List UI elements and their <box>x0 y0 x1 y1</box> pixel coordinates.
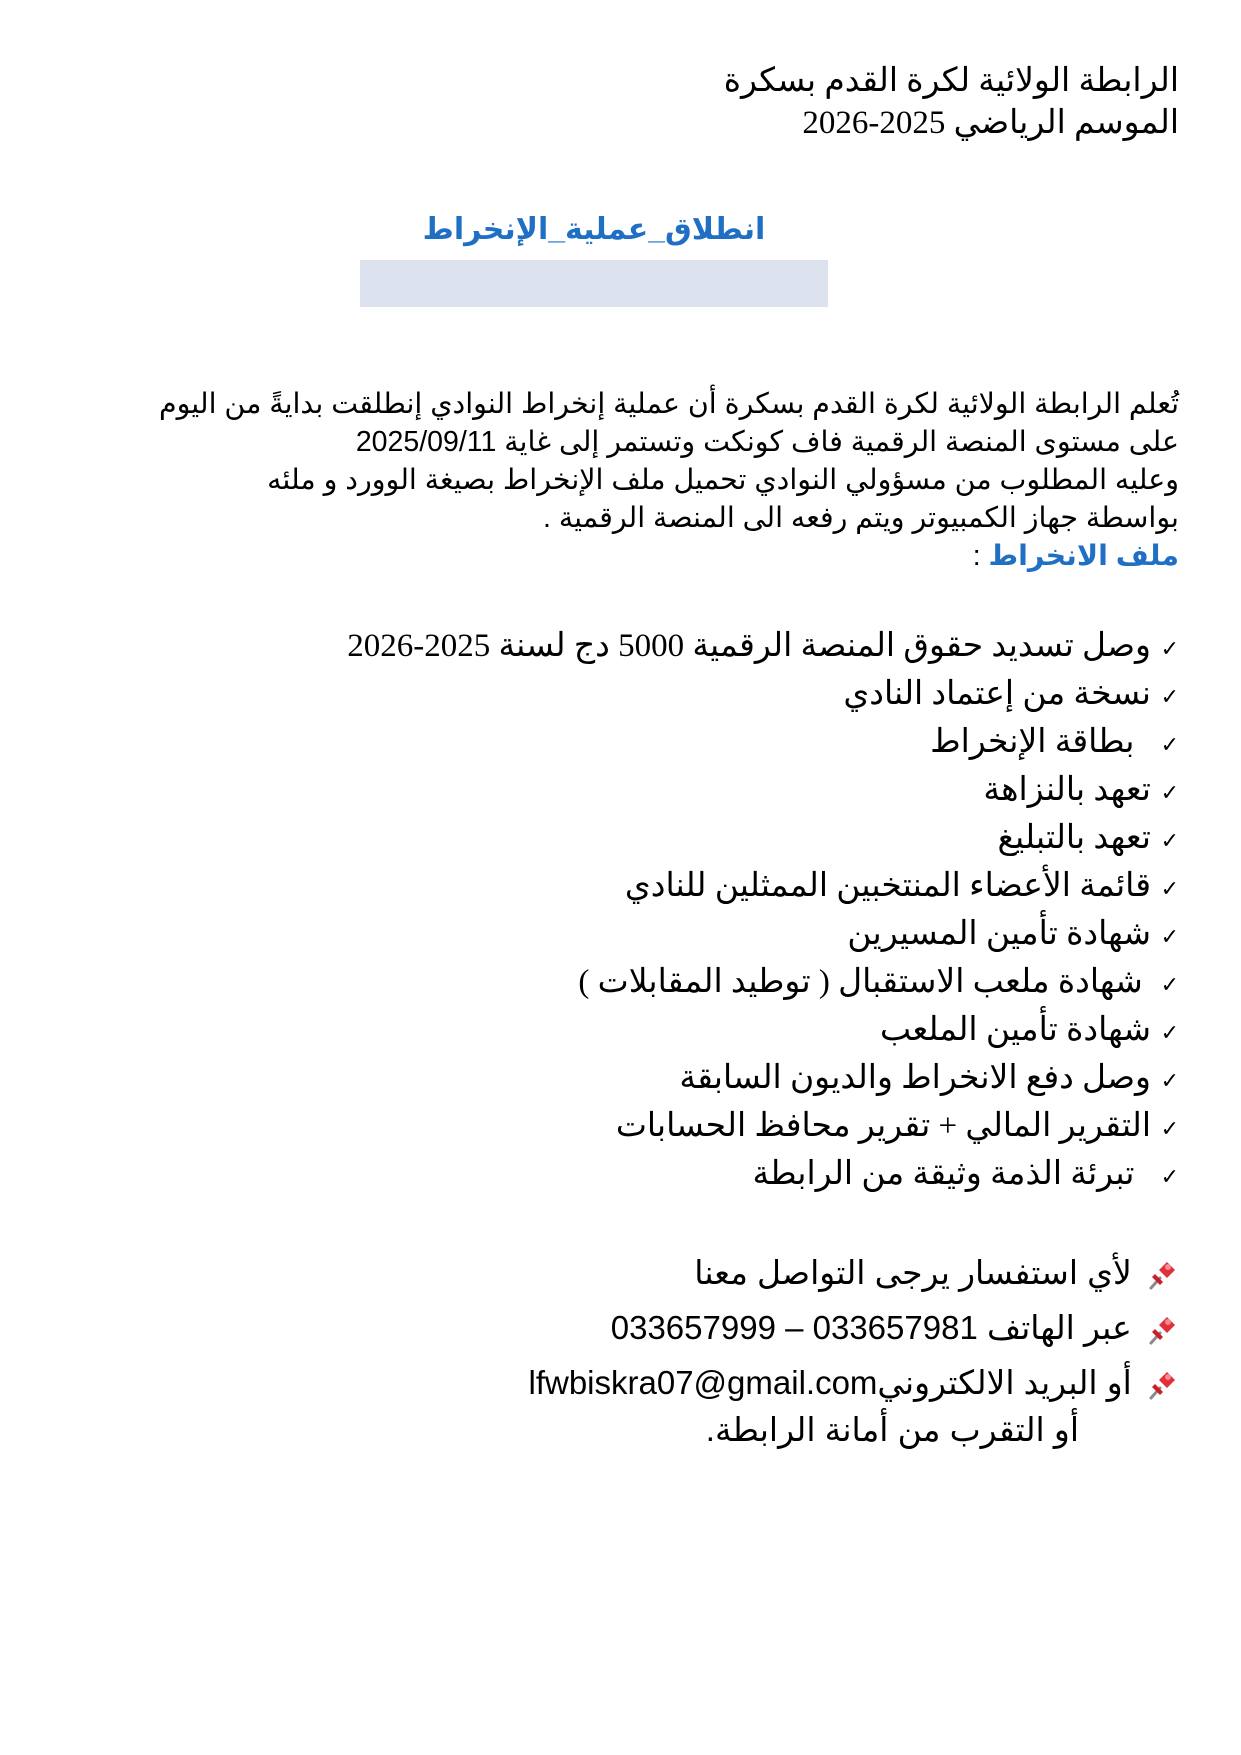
file-label-line <box>62 537 1179 575</box>
check-icon: ✓ <box>1160 973 1179 998</box>
body-line-3: وعليه المطلوب من مسؤولي النوادي تحميل ملف الإنخراط بصيغة الوورد و ملئه <box>267 464 1179 496</box>
headline-hashtag: انطلاق_عملية_الإنخراط <box>422 213 766 246</box>
check-icon: ✓ <box>1160 877 1179 902</box>
contact-email: أو البريد الالكترونيlfwbiskra07@gmail.com <box>528 1355 1179 1410</box>
contact-section <box>528 1245 1179 1450</box>
check-icon: ✓ <box>1160 1021 1179 1046</box>
body-line-1: تُعلم الرابطة الولائية لكرة القدم بسكرة أن عملية إنخراط النوادي إنطلقت بدايةً من اليوم <box>158 388 1179 420</box>
list-item: ✓التقرير المالي + تقرير محافظ الحسابات <box>347 1104 1179 1152</box>
announcement-body <box>62 385 1179 575</box>
email-address[interactable]: lfwbiskra07@gmail.com <box>528 1364 878 1401</box>
headline-shading <box>360 260 828 307</box>
season-label: الموسم الرياضي 2025-2026 <box>802 105 1179 141</box>
list-item: ✓نسخة من إعتماد النادي <box>347 672 1179 720</box>
phone-numbers: 033657999 – 033657981 <box>610 1309 978 1346</box>
check-icon: ✓ <box>1160 1069 1179 1094</box>
pushpin-icon <box>1141 1313 1179 1347</box>
contact-inquiry: لأي استفسار يرجى التواصل معنا <box>528 1245 1179 1300</box>
league-name: الرابطة الولائية لكرة القدم بسكرة <box>723 63 1179 99</box>
check-icon: ✓ <box>1160 637 1179 662</box>
header <box>724 60 1179 144</box>
pushpin-icon <box>1141 1258 1179 1292</box>
check-icon: ✓ <box>1160 733 1179 758</box>
contact-phone: عبر الهاتف 033657999 – 033657981 <box>528 1300 1179 1355</box>
list-item: ✓شهادة تأمين المسيرين <box>347 912 1179 960</box>
list-item: ✓ شهادة ملعب الاستقبال ( توطيد المقابلات ) <box>347 960 1179 1008</box>
body-line-4: بواسطة جهاز الكمبيوتر ويتم رفعه الى المنصة الرقمية . <box>543 502 1179 534</box>
check-icon: ✓ <box>1160 1165 1179 1190</box>
list-item: ✓ بطاقة الإنخراط <box>347 720 1179 768</box>
check-icon: ✓ <box>1160 781 1179 806</box>
list-item: ✓وصل دفع الانخراط والديون السابقة <box>347 1056 1179 1104</box>
check-icon: ✓ <box>1160 829 1179 854</box>
body-line-2: على مستوى المنصة الرقمية فاف كونكت وتستمر إلى غاية 2025/09/11 <box>355 426 1179 458</box>
check-icon: ✓ <box>1160 685 1179 710</box>
list-item: ✓تعهد بالنزاهة <box>347 768 1179 816</box>
file-label: ملف الانخراط <box>988 540 1179 572</box>
file-label-suffix: : <box>972 540 989 572</box>
contact-visit: أو التقرب من أمانة الرابطة. <box>705 1411 1079 1448</box>
check-icon: ✓ <box>1160 1117 1179 1142</box>
list-item: ✓قائمة الأعضاء المنتخبين الممثلين للنادي <box>347 864 1179 912</box>
check-icon: ✓ <box>1160 925 1179 950</box>
list-item: ✓ تبرئة الذمة وثيقة من الرابطة <box>347 1152 1179 1200</box>
list-item: ✓وصل تسديد حقوق المنصة الرقمية 5000 دج لسنة 2025-2026 <box>347 624 1179 672</box>
pushpin-icon <box>1141 1368 1179 1402</box>
list-item: ✓تعهد بالتبليغ <box>347 816 1179 864</box>
required-documents-list <box>347 624 1179 1200</box>
list-item: ✓شهادة تأمين الملعب <box>347 1008 1179 1056</box>
